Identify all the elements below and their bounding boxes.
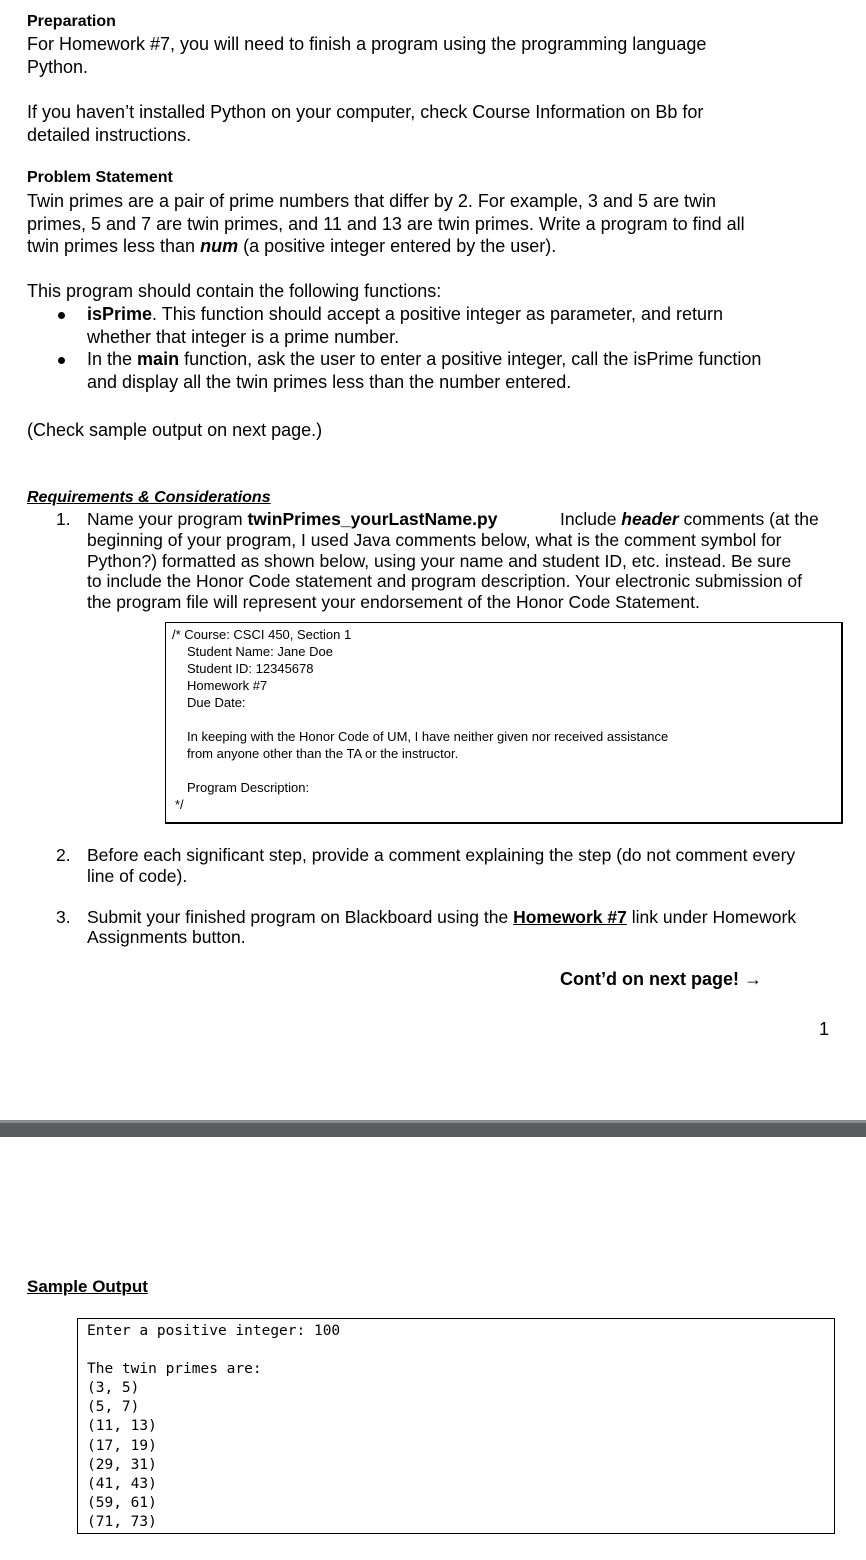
item-3-pre: Submit your finished program on Blackboard using the [87,906,514,927]
problem-line-3 [27,235,857,258]
item-1-line-3: Python?) formatted as shown below, using your name and student ID, etc. instead. Be sure [87,550,792,571]
list-item: (71, 73) [87,1514,157,1530]
list-item: (41, 43) [87,1476,157,1492]
page-separator [0,1120,866,1137]
problem-line-1: Twin primes are a pair of prime numbers that differ by 2. For example, 3 and 5 are twin [27,191,716,211]
item-1-line-1-end: comments (at the [678,509,819,529]
bullet-1-line-1: . This function should accept a positive integer as parameter, and return [152,304,724,324]
list-item [27,348,847,393]
sample-output-heading-text: Sample Output [27,1277,148,1296]
problem-line-3-end: (a positive integer entered by the user). [238,236,557,256]
list-item: (5, 7) [87,1399,140,1415]
bullet-1-line-2: whether that integer is a prime number. [87,326,400,347]
item-3-post: link under Homework [626,906,797,927]
problem-paragraph [27,190,857,258]
problem-line-2: primes, 5 and 7 are twin primes, and 11 and 13 are twin primes. Write a program to find all [27,213,745,234]
list-item: (59, 61) [87,1495,157,1511]
sample-output-box [77,1318,835,1534]
preparation-paragraph [27,33,847,78]
item-1-pre: Name your program [87,509,248,529]
bullet-dot [58,357,65,364]
bullet-2-line-1: function, ask the user to enter a positive integer, call the isPrime function [179,349,762,369]
list-item [27,845,837,887]
install-line-2: detailed instructions. [27,124,192,145]
list-item [27,303,847,348]
item-number: 2. [56,845,71,865]
requirements-list-continued [27,845,837,948]
program-filename: twinPrimes_yourLastName.py [247,509,498,529]
problem-statement-heading: Problem Statement [27,169,173,186]
requirements-list [27,509,837,613]
requirements-heading [27,488,271,508]
list-item [27,907,837,949]
header-term: header [621,509,679,529]
preparation-line-1: For Homework #7, you will need to finish a program using the programming language [27,34,707,54]
preparation-line-2: Python. [27,56,89,77]
list-item: (11, 13) [87,1418,157,1434]
isprime-term: isPrime [87,304,153,324]
item-1-mid: Include [560,509,622,529]
list-item: (3, 5) [87,1380,140,1396]
comment-open: /* Course: CSCI 450, Section 1 [172,627,352,642]
prompt-line: Enter a positive integer: 100 [87,1323,341,1339]
item-number: 3. [56,906,71,927]
bullet-2-pre: In the [87,349,138,369]
comment-description: Program Description: [187,780,310,795]
item-1-line-5: the program file will represent your endorsement of the Honor Code Statement. [87,592,700,613]
item-3-line-2: Assignments button. [87,927,246,948]
item-2-line-2: line of code). [87,865,188,886]
comment-honor-line-2: from anyone other than the TA or the instructor. [187,746,459,761]
result-header: The twin primes are: [87,1361,262,1377]
homework-7-link[interactable]: Homework #7 [513,906,627,927]
sample-output-heading [27,1277,148,1297]
item-1-line-2: beginning of your program, I used Java comments below, what is the comment symbol for [87,529,782,550]
functions-intro: This program should contain the following functions: [27,281,442,301]
requirements-heading-text: Requirements & Considerations [27,489,271,506]
num-term: num [200,236,239,256]
comment-homework: Homework #7 [187,678,268,693]
main-term: main [137,349,180,369]
item-number: 1. [56,509,71,529]
problem-line-3-text: twin primes less than [27,236,201,256]
bullet-2-line-2: and display all the twin primes less than the number entered. [87,371,572,392]
preparation-heading: Preparation [27,13,116,30]
list-item: (17, 19) [87,1438,157,1454]
install-paragraph [27,101,847,146]
document-page-2 [0,1137,866,1560]
function-bullet-list [27,303,847,393]
comment-student-name: Student Name: Jane Doe [187,644,333,659]
header-comment-box [165,622,843,824]
list-item: (29, 31) [87,1457,157,1473]
item-1-line-4: to include the Honor Code statement and program description. Your electronic submission of [87,571,802,592]
comment-honor-line-1: In keeping with the Honor Code of UM, I have neither given nor received assistance [187,729,669,744]
comment-student-id: Student ID: 12345678 [187,661,314,676]
item-2-line-1: Before each significant step, provide a comment explaining the step (do not comment every [87,845,796,865]
continued-note: Cont’d on next page! → [560,969,762,989]
install-line-1: If you haven’t installed Python on your computer, check Course Information on Bb for [27,102,704,122]
comment-close: */ [175,797,184,812]
list-item [27,509,837,613]
comment-due-date: Due Date: [187,695,246,710]
bullet-dot [58,312,65,319]
page-number: 1 [819,1019,830,1039]
check-sample-note: (Check sample output on next page.) [27,420,323,440]
